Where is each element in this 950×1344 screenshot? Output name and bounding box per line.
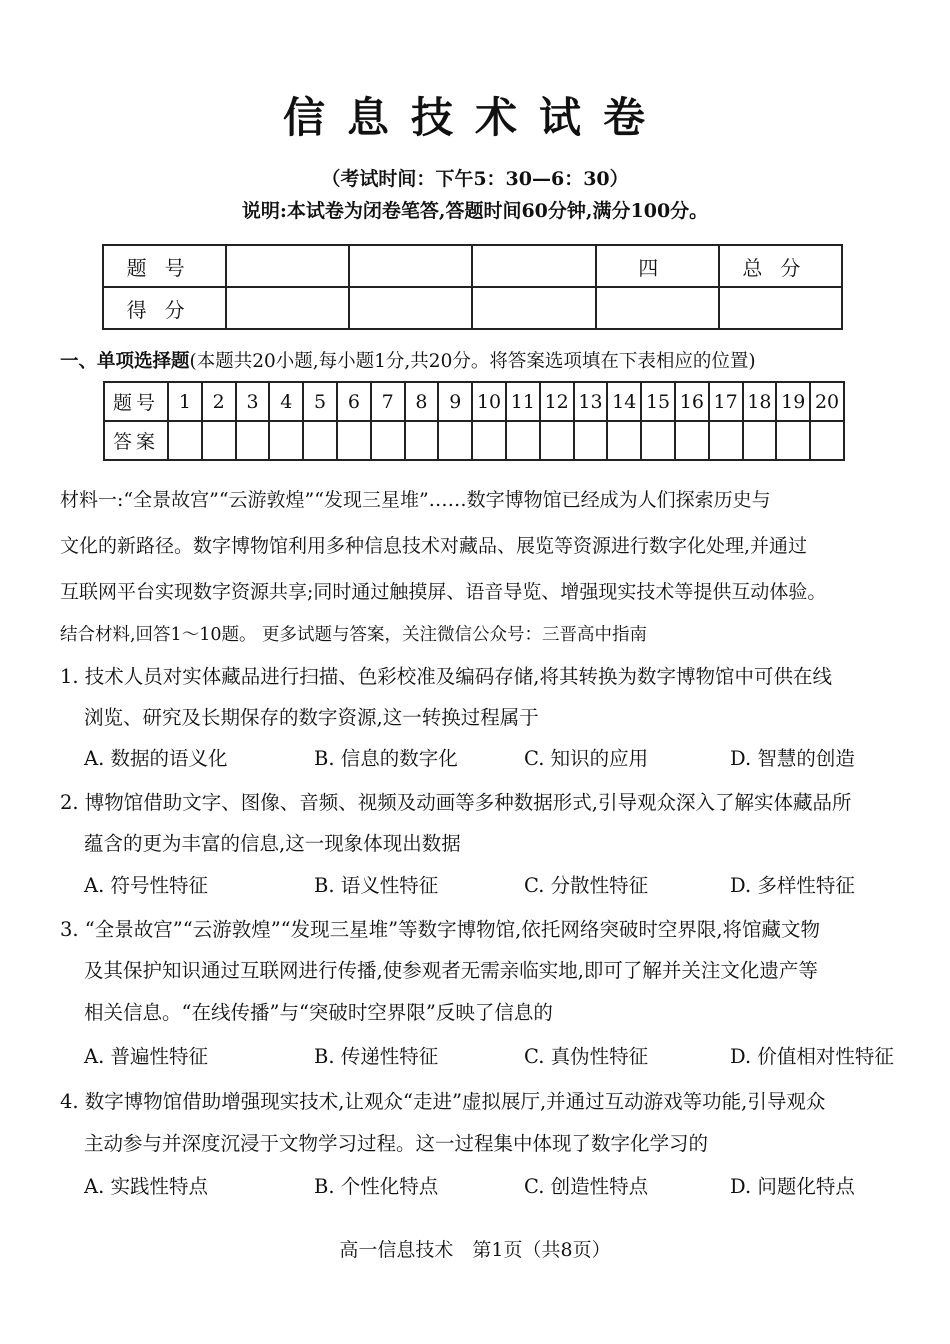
- score-cell: [226, 287, 349, 329]
- answer-blank-cell[interactable]: [303, 421, 337, 460]
- score-cell: [226, 245, 349, 287]
- option: B. 语义性特征: [314, 874, 439, 897]
- answer-table-answer-row: [104, 421, 844, 460]
- score-cell: [472, 245, 595, 287]
- answer-blank-cell[interactable]: [438, 421, 472, 460]
- answer-number-cell: 17: [709, 382, 743, 421]
- answer-number-cell: 16: [675, 382, 709, 421]
- answer-number-cell: 10: [472, 382, 506, 421]
- answer-blank-cell[interactable]: [472, 421, 506, 460]
- score-table: [102, 244, 843, 330]
- option: D. 问题化特点: [730, 1175, 855, 1198]
- answer-number-cell: 9: [438, 382, 472, 421]
- question-3-options: [84, 1044, 894, 1070]
- section-heading-title: 一、单项选择题: [60, 351, 190, 372]
- answer-number-cell: 13: [574, 382, 608, 421]
- answer-blank-cell[interactable]: [371, 421, 405, 460]
- option: B. 个性化特点: [314, 1175, 439, 1198]
- answer-number-cell: 19: [776, 382, 810, 421]
- page-title: 信息技术试卷: [282, 93, 667, 142]
- question-1-line: 浏览、研究及长期保存的数字资源,这一转换过程属于: [84, 706, 539, 729]
- question-3-line: 及其保护知识通过互联网进行传播,使参观者无需亲临实地,即可了解并关注文化遗产等: [84, 959, 818, 982]
- score-cell: [472, 287, 595, 329]
- material-line: 材料一:“全景故宫”“云游敦煌”“发现三星堆”……数字博物馆已经成为人们探索历史与: [60, 489, 771, 511]
- answer-number-cell: 3: [236, 382, 270, 421]
- answer-blank-cell[interactable]: [607, 421, 641, 460]
- question-4-line: 4. 数字博物馆借助增强现实技术,让观众“走进”虚拟展厅,并通过互动游戏等功能,引导观众: [60, 1090, 826, 1113]
- answer-blank-cell[interactable]: [405, 421, 439, 460]
- option: C. 创造性特点: [524, 1175, 649, 1198]
- option: A. 符号性特征: [84, 874, 208, 897]
- option: C. 知识的应用: [524, 747, 649, 770]
- answer-blank-cell[interactable]: [574, 421, 608, 460]
- answer-number-cell: 8: [405, 382, 439, 421]
- answer-blank-cell[interactable]: [776, 421, 810, 460]
- page-footer: 高一信息技术 第1页（共8页）: [339, 1239, 611, 1261]
- option: D. 多样性特征: [730, 874, 855, 897]
- material-line: 文化的新路径。数字博物馆利用多种信息技术对藏品、展览等资源进行数字化处理,并通过: [60, 535, 808, 557]
- section-heading-instructions: (本题共20小题,每小题1分,共20分。将答案选项填在下表相应的位置): [189, 351, 756, 372]
- question-2-options: [84, 873, 884, 899]
- answer-number-cell: 11: [506, 382, 540, 421]
- question-4-options: [84, 1174, 884, 1200]
- answer-number-cell: 14: [607, 382, 641, 421]
- option: D. 价值相对性特征: [730, 1045, 894, 1068]
- option: C. 真伪性特征: [524, 1045, 649, 1068]
- score-cell: 四: [596, 245, 719, 287]
- score-cell: 题号: [103, 245, 226, 287]
- answer-number-cell: 6: [337, 382, 371, 421]
- answer-blank-cell[interactable]: [269, 421, 303, 460]
- exam-time: （考试时间：下午5：30—6：30）: [321, 168, 629, 190]
- option: A. 数据的语义化: [84, 747, 228, 770]
- answer-blank-cell[interactable]: [641, 421, 675, 460]
- answer-number-cell: 2: [202, 382, 236, 421]
- answer-table: [103, 381, 845, 461]
- question-4-line: 主动参与并深度沉浸于文物学习过程。这一过程集中体现了数字化学习的: [84, 1132, 709, 1155]
- exam-note: 说明:本试卷为闭卷笔答,答题时间60分钟,满分100分。: [241, 200, 709, 222]
- answer-number-cell: 1: [168, 382, 202, 421]
- question-2-line: 2. 博物馆借助文字、图像、音频、视频及动画等多种数据形式,引导观众深入了解实体藏品所: [60, 791, 852, 814]
- answer-label: 答案: [104, 421, 168, 460]
- answer-blank-cell[interactable]: [743, 421, 777, 460]
- option: B. 传递性特征: [314, 1045, 439, 1068]
- score-cell: [719, 287, 842, 329]
- answer-number-cell: 18: [743, 382, 777, 421]
- question-3-line: 相关信息。“在线传播”与“突破时空界限”反映了信息的: [84, 1001, 553, 1024]
- score-cell: [596, 287, 719, 329]
- answer-blank-cell[interactable]: [709, 421, 743, 460]
- question-2-line: 蕴含的更为丰富的信息,这一现象体现出数据: [84, 832, 461, 855]
- option: A. 实践性特点: [84, 1175, 208, 1198]
- answer-blank-cell[interactable]: [506, 421, 540, 460]
- answer-number-cell: 4: [269, 382, 303, 421]
- option: A. 普遍性特征: [84, 1045, 208, 1068]
- score-cell: [349, 287, 472, 329]
- answer-number-cell: 15: [641, 382, 675, 421]
- answer-table-number-row: [104, 382, 844, 421]
- material-line: 互联网平台实现数字资源共享;同时通过触摸屏、语音导览、增强现实技术等提供互动体验。: [60, 581, 827, 603]
- answer-row-label: 题号: [104, 382, 168, 421]
- score-cell: 得分: [103, 287, 226, 329]
- option: B. 信息的数字化: [314, 747, 458, 770]
- answer-blank-cell[interactable]: [202, 421, 236, 460]
- question-3-line: 3. “全景故宫”“云游敦煌”“发现三星堆”等数字博物馆,依托网络突破时空界限,将馆藏文物: [60, 918, 821, 941]
- answer-blank-cell[interactable]: [168, 421, 202, 460]
- section-heading: [60, 349, 940, 375]
- answer-blank-cell[interactable]: [675, 421, 709, 460]
- answer-blank-cell[interactable]: [236, 421, 270, 460]
- answer-number-cell: 5: [303, 382, 337, 421]
- score-cell: 总分: [719, 245, 842, 287]
- material-line: 结合材料,回答1～10题。 更多试题与答案，关注微信公众号：三晋高中指南: [60, 625, 648, 645]
- question-1-options: [84, 746, 884, 772]
- option: C. 分散性特征: [524, 874, 649, 897]
- option: D. 智慧的创造: [730, 747, 855, 770]
- score-table-row: [103, 287, 842, 329]
- question-1-line: 1. 技术人员对实体藏品进行扫描、色彩校准及编码存储,将其转换为数字博物馆中可供在线: [60, 665, 833, 688]
- answer-number-cell: 12: [540, 382, 574, 421]
- score-cell: [349, 245, 472, 287]
- answer-blank-cell[interactable]: [337, 421, 371, 460]
- answer-number-cell: 20: [810, 382, 844, 421]
- answer-blank-cell[interactable]: [810, 421, 844, 460]
- score-table-row: [103, 245, 842, 287]
- answer-blank-cell[interactable]: [540, 421, 574, 460]
- answer-number-cell: 7: [371, 382, 405, 421]
